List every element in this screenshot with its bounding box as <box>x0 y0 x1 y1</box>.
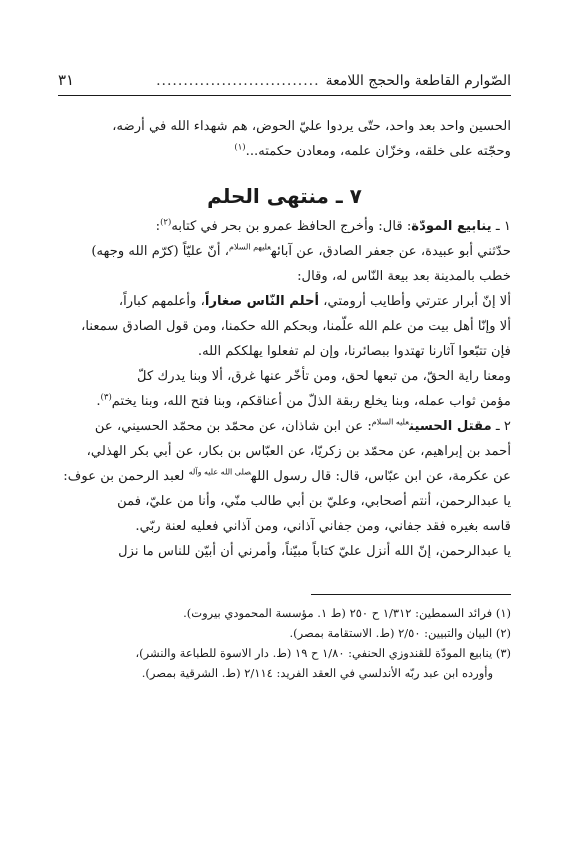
quote-2-line-2-end: . <box>96 394 101 409</box>
item-1-line-3: خطب بالمدينة بعد بيعة النّاس له، وقال: <box>297 269 511 284</box>
quote-3-line-2: قاسه بغيره فقد جفاني، ومن جفاني آذاني، ومن آذاني فعليه لعنة ربّي. <box>135 519 511 534</box>
item-1-line-1-end: : <box>155 219 161 234</box>
item-2-number: ٢ ـ <box>495 419 511 434</box>
item-1-line-1 <box>58 214 511 239</box>
item-1-source: ينابيع المودّة <box>411 219 492 234</box>
item-2-line-1 <box>58 414 511 439</box>
footnote-divider <box>311 594 511 595</box>
quote-4 <box>58 539 511 564</box>
item-2-line-2: أحمد بن إبراهيم، عن محمّد بن زكريّا، عن العبّاس بن بكار، عن أبي بكر الهذلي، <box>86 444 511 459</box>
section-heading: ٧ ـ منتهى الحلم <box>207 184 362 208</box>
quote-2-line-2-text: مؤمن ثواب عمله، وبنا يخلع ربقة الذلّ من أعناقكم، وبنا فتح الله، وبنا يختم <box>111 394 511 409</box>
footnote-ref-2[interactable]: (٢) <box>160 217 172 228</box>
item-1-line-2-text: حدّثني أبو عبيدة، عن جعفر الصادق، عن آبائه <box>271 244 511 259</box>
honorific-symbol: عليهم السلام <box>229 242 271 252</box>
item-1-line-1-rest: : قال: وأخرج الحافظ عمرو بن بحر في كتابه <box>171 219 412 234</box>
running-header <box>58 70 511 96</box>
item-2 <box>58 414 511 489</box>
quote-3-line-1: يا عبدالرحمن، أنتم أصحابي، وعليّ بن أبي طالب منّي، وأنا من عليّ، فمن <box>117 494 511 509</box>
footnote-1: (١) فرائد السمطين: ١/٣١٢ ح ٢٥٠ (ط ١. مؤسسة المحمودي بيروت). <box>183 606 511 620</box>
quote-1-line-1 <box>58 289 511 314</box>
quote-1-part-a: ألا إنّ أبرار عترتي وأطايب أرومتي، <box>319 294 511 309</box>
quote-1-bold-phrase: أحلم النّاس صغاراً <box>204 294 320 309</box>
page-number: ٣١ <box>58 71 75 89</box>
item-2-line-1-rest: : عن ابن شاذان، عن محمّد بن محمّد الحسيني، عن <box>94 419 372 434</box>
quote-2 <box>58 364 511 414</box>
header-dots: .............................. <box>156 73 320 89</box>
intro-line-2-text: وحجّته على خلقه، وخزّان علمه، ومعادن حكمته... <box>245 144 511 159</box>
footnote-3: (٣) ينابيع المودّة للقندوزي الحنفي: ١/٨٠ ح ١٩ (ط. دار الاسوة للطباعة والنشر)، <box>135 646 511 660</box>
footnote-ref-1[interactable]: (١) <box>234 142 246 153</box>
honorific-symbol: عليه السلام <box>371 417 410 427</box>
item-1-line-2 <box>58 239 511 264</box>
item-2-line-3-text: عن عكرمة، عن ابن عبّاس، قال: قال رسول الله <box>251 469 511 484</box>
intro-line-2 <box>58 139 511 164</box>
item-1-line-2-rest: ، أنّ عليّاً (كرّم الله وجهه) <box>91 244 229 259</box>
quote-1-line-3: فإن تتبّعوا آثارنا تهتدوا ببصائرنا، وإن لم تفعلوا يهلككم الله. <box>197 344 511 359</box>
quote-1-part-b: ، وأعلمهم كباراً، <box>118 294 205 309</box>
quote-1 <box>58 289 511 364</box>
quote-4-line-1: يا عبدالرحمن، إنّ الله أنزل عليّ كتاباً مبيّناً، وأمرني أن أبيّن للناس ما نزل <box>118 544 511 559</box>
item-2-line-3-rest: لعبد الرحمن بن عوف: <box>63 469 189 484</box>
item-2-source: مقتل الحسين <box>409 419 492 434</box>
book-title: الصّوارم القاطعة والحجج اللامعة <box>325 73 511 89</box>
intro-paragraph <box>58 114 511 164</box>
book-page <box>58 70 511 845</box>
quote-3 <box>58 489 511 539</box>
item-2-line-3 <box>58 464 511 489</box>
footnote-ref-3[interactable]: (٣) <box>100 392 112 403</box>
quote-2-line-1: ومعنا راية الحقّ، من تبعها لحق، ومن تأخّر عنها غرق، ألا وبنا يدرك كلّ <box>136 369 511 384</box>
item-1-number: ١ ـ <box>495 219 511 234</box>
quote-2-line-2 <box>58 389 511 414</box>
item-1 <box>58 214 511 289</box>
footnote-2: (٢) البيان والتبيين: ٢/٥٠ (ط. الاستقامة بمصر). <box>289 626 511 640</box>
intro-line-1: الحسين واحد بعد واحد، حتّى يردوا عليّ الحوض، هم شهداء الله في أرضه، <box>112 119 511 134</box>
honorific-symbol: صلى الله عليه وآله <box>188 467 252 477</box>
footnote-3-continued: وأورده ابن عبد ربّه الأندلسي في العقد الفريد: ٢/١١٤ (ط. الشرقية بمصر). <box>141 666 493 680</box>
footnotes <box>58 603 511 683</box>
quote-1-line-2: ألا وإنّا أهل بيت من علم الله علّمنا، وبحكم الله حكمنا، ومن قول الصادق سمعنا، <box>81 319 511 334</box>
